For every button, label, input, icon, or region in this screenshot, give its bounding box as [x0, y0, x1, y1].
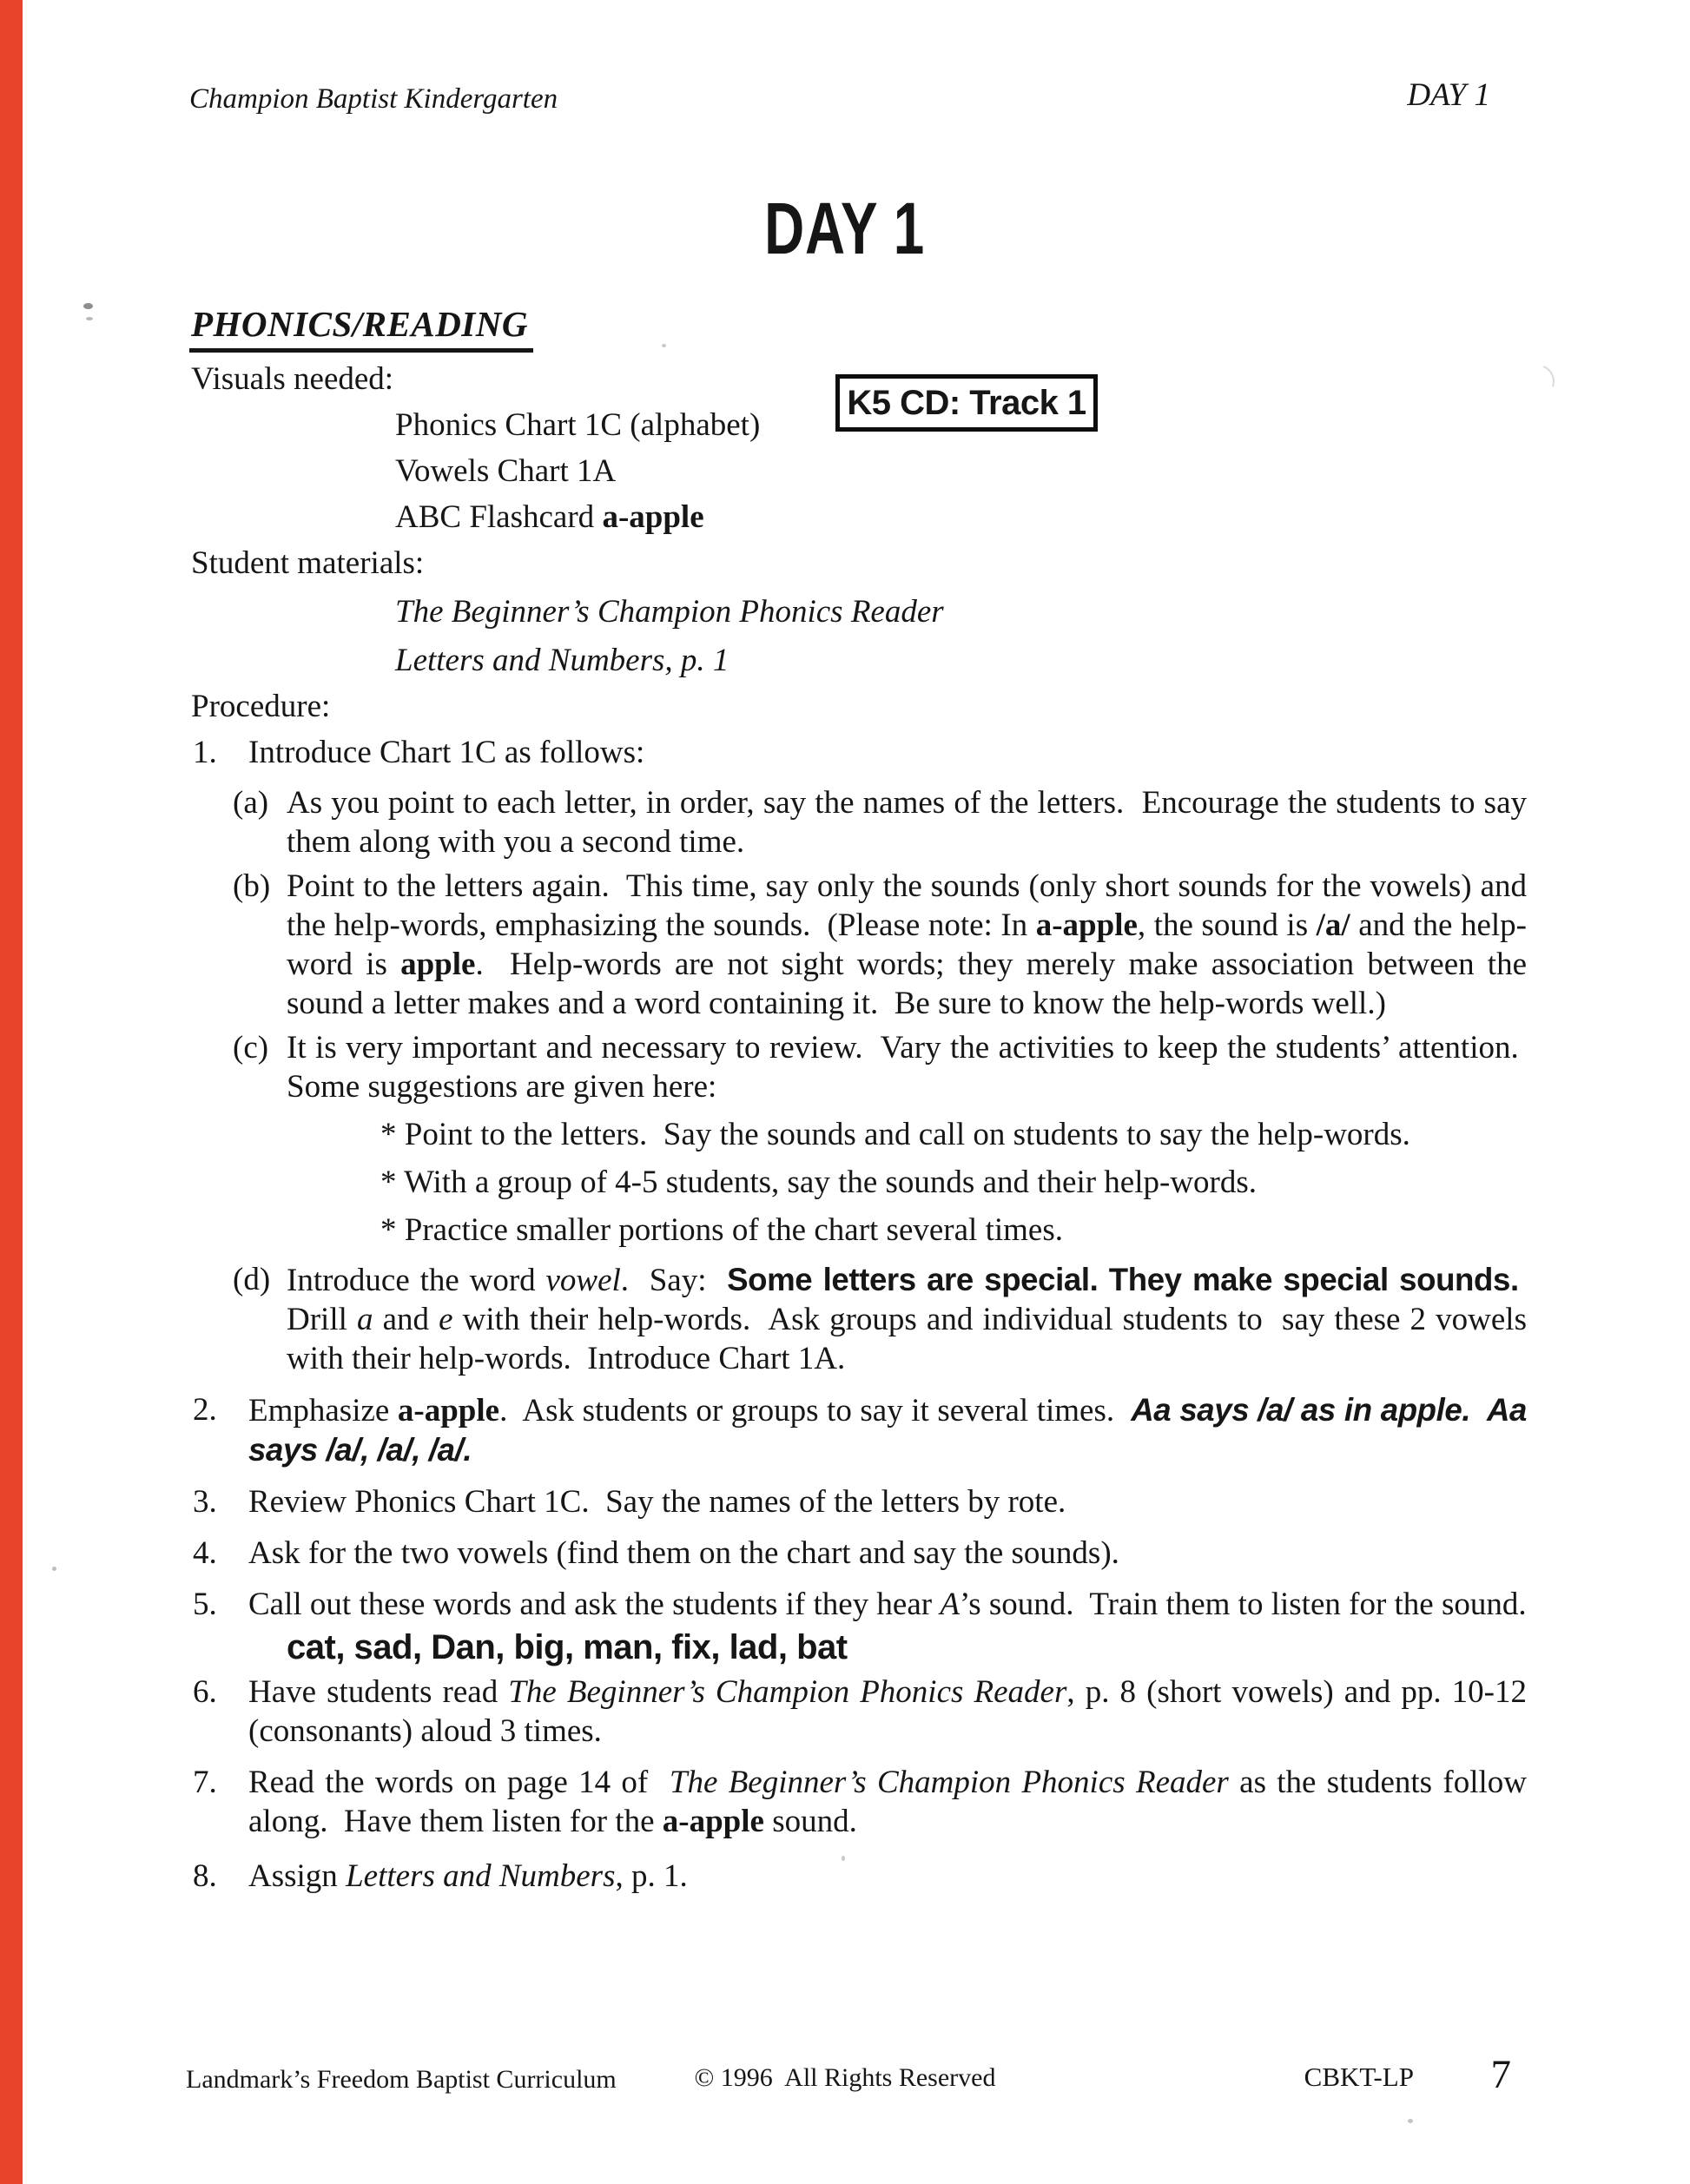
substep-text: Introduce the word vowel. Say: Some letters are special. They make special sounds. Drill a and e with their help-words. Ask groups and individual students to say these 2 vowels with their help-words. Introduce Chart 1A.	[287, 1262, 1527, 1376]
visual-item: ABC Flashcard a-apple	[395, 499, 704, 535]
word-drill-line: cat, sad, Dan, big, man, fix, lad, bat	[287, 1628, 848, 1666]
step-number: 5.	[193, 1587, 217, 1622]
page-title-text: DAY 1	[764, 188, 926, 269]
suggestion-bullet: * Point to the letters. Say the sounds and call on students to say the help-words.	[380, 1117, 1410, 1152]
step-number: 1.	[193, 735, 217, 770]
header-curriculum-name: Champion Baptist Kindergarten	[189, 83, 558, 115]
footer-code: CBKT-LP	[1304, 2062, 1414, 2092]
substep-text: As you point to each letter, in order, say the names of the letters. Encourage the students to say them along with you a second time.	[287, 785, 1527, 860]
substep-label: (c)	[233, 1030, 269, 1066]
procedure-step-8	[191, 1857, 1527, 1896]
section-heading-row	[191, 302, 1527, 353]
footer-copyright: © 1996 All Rights Reserved	[694, 2063, 996, 2092]
procedure-step-5	[191, 1585, 1527, 1624]
student-material-item: The Beginner’s Champion Phonics Reader	[395, 594, 944, 630]
substep-text: It is very important and necessary to review. Vary the activities to keep the students’ attention. Some suggestions are given here:	[287, 1030, 1527, 1105]
substep-c	[233, 1028, 1527, 1106]
substep-b	[233, 867, 1527, 1023]
step-text: Ask for the two vowels (find them on the chart and say the sounds).	[248, 1535, 1119, 1571]
substep-text: Point to the letters again. This time, say only the sounds (only short sounds for the vowels) and the help-words, emphasizing the sounds. (Please note: In a-apple, the sound is /a/ and the help-word is apple. Help-words are not sight words; they merely make association between the sound a letter makes and a word containing it. Be sure to know the help-words well.)	[287, 868, 1527, 1021]
procedure-step-4	[191, 1534, 1527, 1573]
substep-d	[233, 1260, 1527, 1378]
student-materials-label: Student materials:	[191, 545, 425, 581]
substep-label: (d)	[233, 1262, 271, 1297]
scan-speck	[83, 303, 93, 309]
step-number: 8.	[193, 1858, 217, 1894]
page-title	[0, 189, 1690, 267]
step-text: Assign Letters and Numbers, p. 1.	[248, 1858, 688, 1894]
step-text: Call out these words and ask the students if they hear A’s sound. Train them to listen for the sound.	[248, 1587, 1527, 1622]
step-text: Introduce Chart 1C as follows:	[248, 735, 645, 770]
step-text: Review Phonics Chart 1C. Say the names of the letters by rote.	[248, 1484, 1066, 1520]
footer-page-number: 7	[1490, 2052, 1511, 2097]
procedure-step-2	[191, 1390, 1527, 1470]
procedure-step-6	[191, 1673, 1527, 1751]
visual-item: Vowels Chart 1A	[395, 453, 617, 489]
scan-speck	[842, 1856, 845, 1861]
step-number: 3.	[193, 1484, 217, 1520]
procedure-step-1	[191, 733, 1527, 772]
substep-a	[233, 783, 1527, 861]
scan-speck	[1408, 2119, 1413, 2123]
lesson-content	[191, 302, 1527, 1896]
visuals-needed-label: Visuals needed:	[191, 361, 394, 397]
visual-item: Phonics Chart 1C (alphabet)	[395, 407, 761, 443]
cd-track-label: K5 CD: Track 1	[847, 383, 1086, 422]
scan-speck	[52, 1567, 56, 1571]
step-number: 7.	[193, 1765, 217, 1800]
header-day-label: DAY 1	[1407, 77, 1490, 113]
scan-speck	[662, 344, 666, 347]
step-text: Have students read The Beginner’s Champion Phonics Reader, p. 8 (short vowels) and pp. 10-12 (consonants) aloud 3 times.	[248, 1674, 1527, 1749]
procedure-step-7	[191, 1763, 1527, 1841]
page-footer	[0, 2052, 1690, 2107]
student-material-item: Letters and Numbers, p. 1	[395, 643, 729, 678]
step-text: Read the words on page 14 of The Beginner’s Champion Phonics Reader as the students follow along. Have them listen for the a-apple sound.	[248, 1765, 1527, 1839]
footer-publisher: Landmark’s Freedom Baptist Curriculum	[186, 2065, 617, 2094]
page-header	[189, 77, 1490, 122]
step-number: 2.	[193, 1392, 217, 1428]
suggestion-bullet: * With a group of 4-5 students, say the sounds and their help-words.	[380, 1165, 1258, 1200]
scan-speck	[86, 317, 93, 320]
substep-label: (b)	[233, 868, 271, 904]
suggestion-bullet: * Practice smaller portions of the chart several times.	[380, 1212, 1063, 1248]
section-heading: PHONICS/READING	[189, 302, 533, 353]
step-number: 4.	[193, 1535, 217, 1571]
step-text: Emphasize a-apple. Ask students or groups to say it several times. Aa says /a/ as in apple. Aa says /a/, /a/, /a/.	[248, 1392, 1527, 1468]
procedure-label: Procedure:	[191, 689, 331, 724]
substep-label: (a)	[233, 785, 269, 821]
step-number: 6.	[193, 1674, 217, 1710]
binding-edge-strip	[0, 0, 23, 2184]
procedure-step-3	[191, 1482, 1527, 1521]
